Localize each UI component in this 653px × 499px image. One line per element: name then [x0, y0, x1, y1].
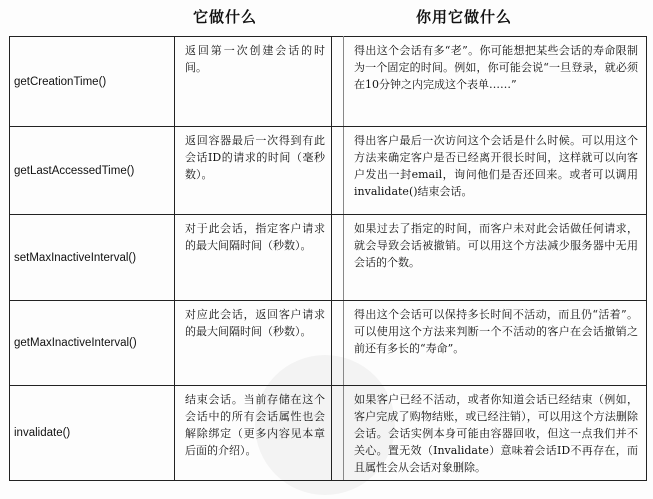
- method-usage: 得出这个会话可以保持多长时间不活动，而且仍“活着”。可以使用这个方法来判断一个不活动的客户在会话撤销之前还有多长的“寿命”。: [344, 301, 647, 386]
- method-name: getMaxInactiveInterval(): [10, 301, 175, 386]
- method-name: setMaxInactiveInterval(): [10, 215, 175, 301]
- method-usage: 得出这个会话有多“老”。你可能想把某些会话的寿命限制为一个固定的时间。例如，你可能会说“一旦登录，就必须在10分钟之内完成这个表单……”: [344, 37, 647, 127]
- method-description: 返回第一次创建会话的时间。: [175, 37, 332, 127]
- column-divider: [332, 386, 344, 481]
- method-name: getLastAccessedTime(): [10, 127, 175, 215]
- method-description: 对应此会话，返回客户请求的最大间隔时间（秒数）。: [175, 301, 332, 386]
- column-divider: [332, 215, 344, 301]
- table-row: [10, 37, 647, 127]
- method-name: getCreationTime(): [10, 37, 175, 127]
- column-divider: [332, 37, 344, 127]
- table-row: [10, 127, 647, 215]
- method-usage: 如果客户已经不活动，或者你知道会话已经结束（例如，客户完成了购物结账，或已经注销），可以用这个方法删除会话。会话实例本身可能由容器回收，但这一点我们并不关心。置无效（Invalidate）意味着会话ID不再存在，而且属性会从会话对象删除。: [344, 386, 647, 481]
- method-name: invalidate(): [10, 386, 175, 481]
- column-divider: [332, 127, 344, 215]
- column-header-what: 它做什么: [193, 8, 258, 26]
- column-divider: [332, 301, 344, 386]
- method-description: 返回容器最后一次得到有此会话ID的请求的时间（毫秒数）。: [175, 127, 332, 215]
- method-description: 结束会话。当前存储在这个会话中的所有会话属性也会解除绑定（更多内容见本章后面的介绍）。: [175, 386, 332, 481]
- method-usage: 得出客户最后一次访问这个会话是什么时候。可以用这个方法来确定客户是否已经离开很长时间，这样就可以向客户发出一封email，询问他们是否还回来。或者可以调用invalidate()结束会话。: [344, 127, 647, 215]
- column-header-use: 你用它做什么: [416, 8, 513, 26]
- table-row: [10, 215, 647, 301]
- method-description: 对于此会话，指定客户请求的最大间隔时间（秒数）。: [175, 215, 332, 301]
- session-methods-table: [9, 36, 647, 481]
- table-row: [10, 301, 647, 386]
- table-row: [10, 386, 647, 481]
- method-usage: 如果过去了指定的时间，而客户未对此会话做任何请求，就会导致会话被撤销。可以用这个方法减少服务器中无用会话的个数。: [344, 215, 647, 301]
